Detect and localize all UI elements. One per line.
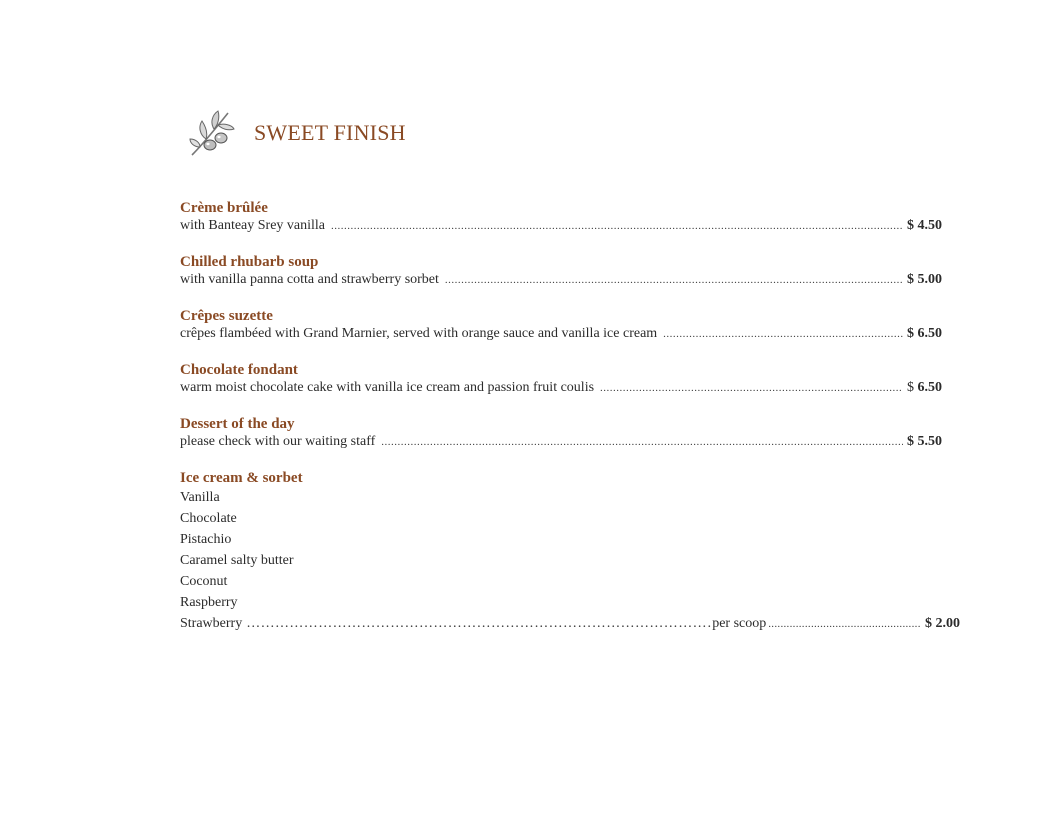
leader-dots <box>600 379 903 397</box>
menu-item <box>180 199 942 235</box>
leader-dots <box>663 325 903 343</box>
flavor-price-line <box>180 613 960 635</box>
menu-header <box>188 106 406 160</box>
item-price: $ 2.00 <box>925 616 960 631</box>
item-line <box>180 433 942 451</box>
item-price: $ 5.00 <box>907 272 942 287</box>
item-line <box>180 217 942 235</box>
item-line <box>180 325 942 343</box>
item-description: warm moist chocolate cake with vanilla ice cream and passion fruit coulis <box>180 380 595 395</box>
leader-dots <box>768 614 921 635</box>
flavor-list <box>180 487 960 635</box>
item-name: Chilled rhubarb soup <box>180 254 319 270</box>
leader-dots <box>381 433 903 451</box>
item-name: Crème brûlée <box>180 200 268 216</box>
menu-item <box>180 307 942 343</box>
olive-branch-icon <box>188 107 236 159</box>
flavor-item: Chocolate <box>180 511 237 526</box>
item-line <box>180 271 942 289</box>
menu-item <box>180 253 942 289</box>
leader-dots <box>246 613 712 634</box>
item-description: please check with our waiting staff <box>180 434 376 449</box>
flavor-item: Pistachio <box>180 532 232 547</box>
item-name: Ice cream & sorbet <box>180 470 303 486</box>
item-name: Dessert of the day <box>180 416 295 432</box>
price-unit: per scoop <box>712 616 767 631</box>
item-description: with Banteay Srey vanilla <box>180 218 326 233</box>
menu-item <box>180 415 942 451</box>
menu-item <box>180 361 942 397</box>
ice-cream-section <box>180 469 960 635</box>
item-price: $ 4.50 <box>907 218 942 233</box>
flavor-item: Raspberry <box>180 595 238 610</box>
item-name: Crêpes suzette <box>180 308 273 324</box>
leader-dots <box>331 217 903 235</box>
item-name: Chocolate fondant <box>180 362 298 378</box>
flavor-item: Caramel salty butter <box>180 553 294 568</box>
item-price-currency: $ <box>907 380 914 395</box>
item-price: $ 5.50 <box>907 434 942 449</box>
page-title: SWEET FINISH <box>254 120 406 145</box>
flavor-item: Vanilla <box>180 490 220 505</box>
dessert-menu <box>180 199 960 653</box>
flavor-item: Strawberry <box>180 616 243 631</box>
item-description: with vanilla panna cotta and strawberry sorbet <box>180 272 439 287</box>
item-line <box>180 379 942 397</box>
flavor-item: Coconut <box>180 574 228 589</box>
item-price: $ 6.50 <box>907 326 942 341</box>
item-description: crêpes flambéed with Grand Marnier, served with orange sauce and vanilla ice cream <box>180 326 658 341</box>
leader-dots <box>445 271 903 289</box>
item-price-amount: 6.50 <box>917 380 942 395</box>
